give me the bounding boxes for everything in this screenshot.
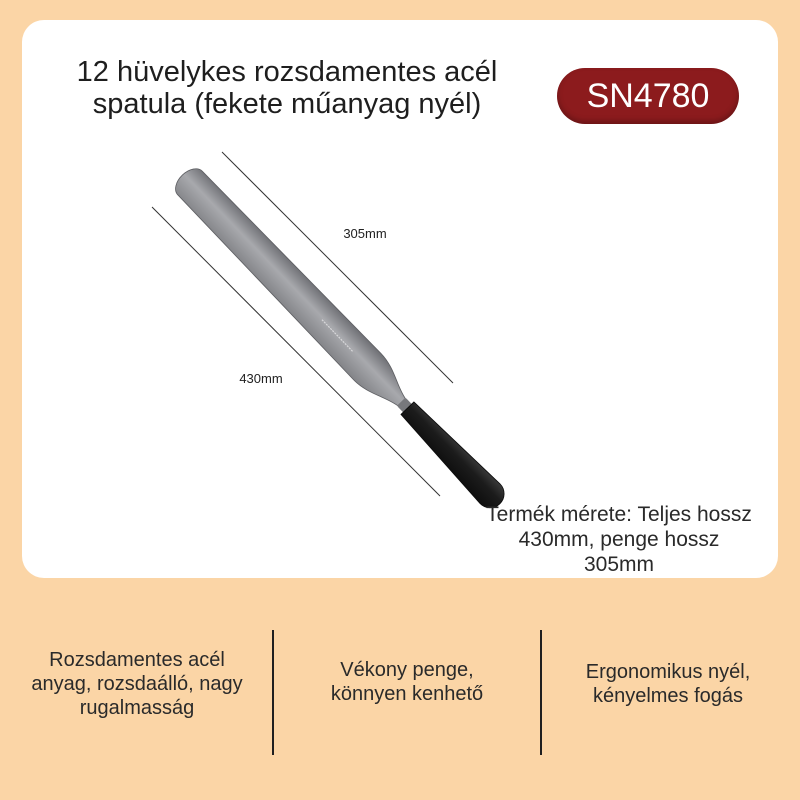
size-note-line-1: Termék mérete: Teljes hossz	[486, 503, 752, 526]
feature-material	[12, 648, 262, 720]
product-title-line-1: 12 hüvelykes rozsdamentes acél	[76, 56, 498, 88]
feature-blade	[282, 658, 532, 706]
product-size-note	[469, 502, 769, 577]
product-code-badge: SN4780	[557, 68, 739, 124]
total-length-label: 430mm	[239, 371, 283, 386]
size-note-line-3: 305mm	[583, 553, 655, 576]
spatula-blade	[169, 162, 417, 416]
feature-handle	[543, 660, 793, 708]
feature-material-line-2: anyag, rozsdaálló, nagy	[31, 673, 243, 695]
size-note-line-2: 430mm, penge hossz	[518, 528, 720, 551]
spatula-handle	[397, 398, 510, 513]
blade-length-label: 305mm	[343, 226, 387, 241]
feature-blade-line-1: Vékony penge,	[340, 659, 474, 681]
total-length-line	[152, 207, 440, 496]
product-title-line-2: spatula (fekete műanyag nyél)	[92, 88, 482, 120]
feature-material-line-1: Rozsdamentes acél	[49, 649, 225, 671]
spatula-image	[169, 162, 514, 517]
feature-blade-line-2: könnyen kenhető	[330, 683, 484, 705]
feature-divider-1	[272, 630, 274, 755]
feature-divider-2	[540, 630, 542, 755]
feature-material-line-3: rugalmasság	[79, 697, 195, 719]
feature-handle-line-1: Ergonomikus nyél,	[585, 661, 751, 683]
feature-handle-line-2: kényelmes fogás	[592, 685, 744, 707]
